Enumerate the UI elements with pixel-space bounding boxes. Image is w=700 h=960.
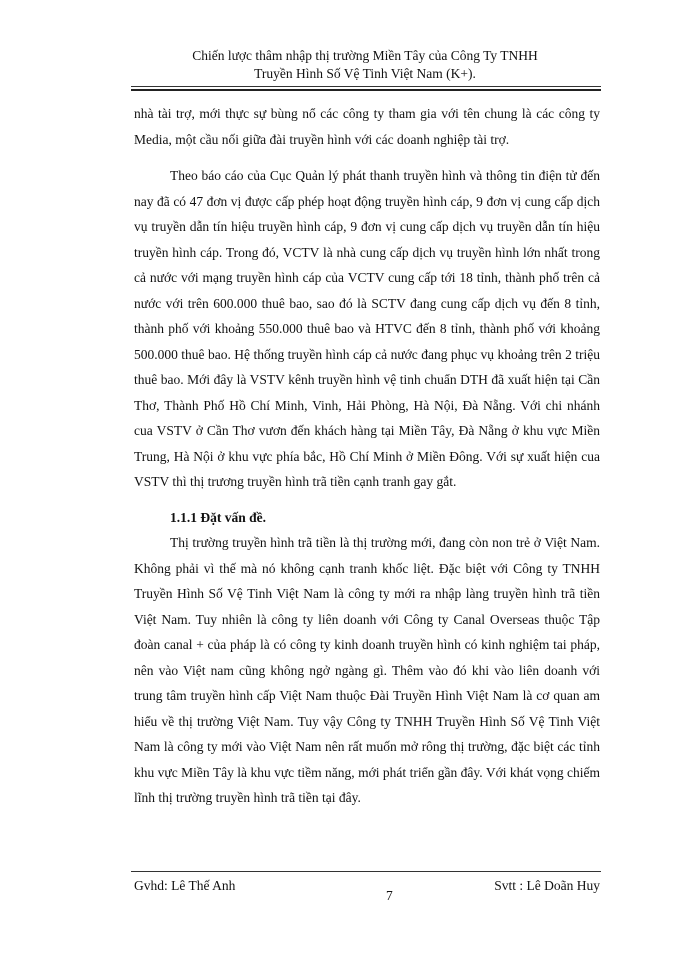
footer-student: Svtt : Lê Doãn Huy (494, 878, 600, 893)
header-rule-thin (131, 86, 601, 87)
paragraph-continuation: nhà tài trợ, mới thực sự bùng nổ các công ty tham gia với tên chung là các công ty Media, một cầu nối giữa đài truyền hình với các doanh nghiệp tài trợ. (134, 106, 600, 147)
page-body (134, 101, 600, 811)
header-line-2: Truyền Hình Số Vệ Tinh Việt Nam (K+). (254, 66, 476, 81)
paragraph-report: Theo báo cáo của Cục Quản lý phát thanh truyền hình và thông tin điện tử đến nay đã có 47 đơn vị được cấp phép hoạt động truyền hình cáp, 9 đơn vị cung cấp dịch vụ truyền dẫn tín hiệu truyền hình cáp, 9 đơn vị cung cấp dịch vụ truyền dẫn tín hiệu truyền hình cáp. Trong đó, VCTV là nhà cung cấp dịch vụ truyền hình lớn nhất trong cả nước với mạng truyền hình cáp của VCTV cung cấp tới 18 tỉnh, thành phố trên cả nước với trên 600.000 thuê bao, sao đó là SCTV đang cung cấp dịch vụ đến 8 tỉnh, thành phố với khoảng 550.000 thuê bao và HTVC đến 8 tỉnh, thành phố với khoảng 500.000 thuê bao. Hệ thống truyền hình cáp cả nước đang phục vụ khoảng trên 2 triệu thuê bao. Mới đây là VSTV kênh truyền hình vệ tinh chuẩn DTH đã xuất hiện tại Cần Thơ, Thành Phố Hồ Chí Minh, Vinh, Hải Phòng, Hà Nội, Đà Nẵng. Với chi nhánh cua VSTV ở Cần Thơ vươn đến khách hàng tại Miền Tây, Đà Nẵng ở khu vực Miền Trung, Hà Nội ở khu vực phía bắc, Hồ Chí Minh ở Miền Đông. Với sự xuất hiện cua VSTV thì thị trương truyền hình trã tiền cạnh tranh gay gắt. (134, 168, 600, 489)
footer-rule (131, 871, 601, 872)
page-header (135, 47, 595, 83)
footer-advisor: Gvhd: Lê Thế Anh (134, 878, 236, 893)
header-rule-thick (131, 89, 601, 91)
paragraph-problem-statement: Thị trường truyền hình trã tiền là thị trường mới, đang còn non trẻ ở Việt Nam. Không phải vì thế mà nó không cạnh tranh khốc liệt. Đặc biệt với Công ty TNHH Truyền Hình Số Vệ Tinh Việt Nam là công ty mới ra nhập làng truyền hình trã tiền Việt Nam. Tuy nhiên là công ty liên doanh với Công ty Canal Overseas thuộc Tập đoàn canal + của pháp là có công ty kinh doanh truyền hình có kinh nghiệm tai pháp, nên vào Việt nam cũng không ngở ngàng gì. Thêm vào đó khi vào liên doanh với trung tâm truyền hình cấp Việt Nam thuộc Đài Truyền Hình Việt Nam là cơ quan am hiểu về thị trường Việt Nam. Tuy vậy Công ty TNHH Truyền Hình Số Vệ Tinh Việt Nam là công ty mới vào Việt Nam nên rất muốn mở rông thị trường, đặc biệt các tỉnh khu vực Miền Tây là khu vực tiềm năng, mới phát triển gần đây. Với khát vọng chiếm lĩnh thị trường truyền hình trã tiền tại đây. (134, 535, 600, 805)
page-number: 7 (386, 888, 393, 903)
section-heading: 1.1.1 Đặt vấn đề. (170, 509, 267, 525)
header-line-1: Chiến lược thâm nhập thị trường Miền Tây của Công Ty TNHH (192, 48, 538, 63)
